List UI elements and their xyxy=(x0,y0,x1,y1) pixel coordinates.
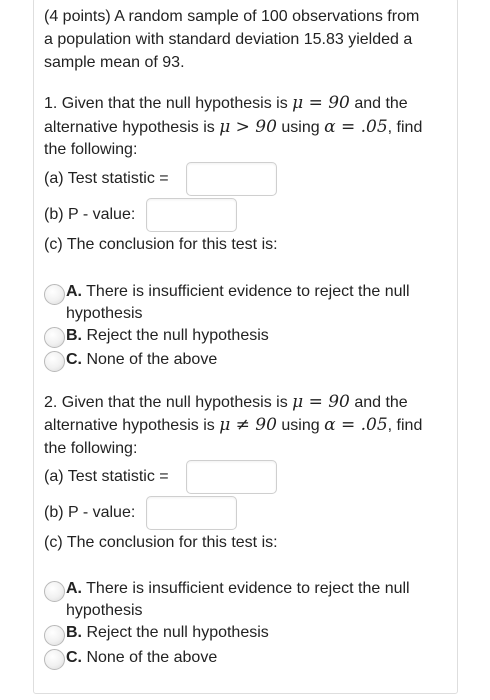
q2-p-value-label: (b) P - value: xyxy=(44,504,136,521)
problem-intro-line-1: (4 points) A random sample of 100 observations from xyxy=(44,8,420,25)
q1-option-a-label[interactable]: A. There is insufficient evidence to reject the null xyxy=(66,283,410,300)
q2-prompt-line-2: alternative hypothesis is μ ≠ 90 using α = .05, find xyxy=(44,415,423,435)
q2-option-c-radio[interactable] xyxy=(44,649,65,670)
q2-p-value-input[interactable] xyxy=(146,496,237,530)
q1-p-value-input[interactable] xyxy=(146,198,237,232)
q1-option-a-radio[interactable] xyxy=(44,284,65,305)
q1-conclusion-label: (c) The conclusion for this test is: xyxy=(44,236,278,253)
q1-option-b-radio[interactable] xyxy=(44,327,65,348)
q1-prompt-line-1: 1. Given that the null hypothesis is μ = 90 and the xyxy=(44,93,408,113)
q2-option-a-radio[interactable] xyxy=(44,581,65,602)
q2-option-a-label-cont[interactable]: hypothesis xyxy=(66,602,143,619)
q1-p-value-label: (b) P - value: xyxy=(44,206,136,223)
q2-prompt-line-1: 2. Given that the null hypothesis is μ = 90 and the xyxy=(44,392,408,412)
problem-intro-line-2: a population with standard deviation 15.83 yielded a xyxy=(44,31,413,48)
q2-option-c-label[interactable]: C. None of the above xyxy=(66,649,218,666)
q1-prompt-line-3: the following: xyxy=(44,141,138,158)
q1-prompt-line-2: alternative hypothesis is μ > 90 using α = .05, find xyxy=(44,117,423,137)
q2-prompt-line-3: the following: xyxy=(44,440,138,457)
q1-test-statistic-input[interactable] xyxy=(186,162,277,196)
problem-intro-line-3: sample mean of 93. xyxy=(44,54,185,71)
q2-test-statistic-input[interactable] xyxy=(186,460,277,494)
q1-option-c-label[interactable]: C. None of the above xyxy=(66,351,218,368)
q2-test-statistic-label: (a) Test statistic = xyxy=(44,468,169,485)
q2-option-a-label[interactable]: A. There is insufficient evidence to reject the null xyxy=(66,580,410,597)
q1-option-b-label[interactable]: B. Reject the null hypothesis xyxy=(66,327,269,344)
q1-option-a-label-cont[interactable]: hypothesis xyxy=(66,305,143,322)
q1-test-statistic-label: (a) Test statistic = xyxy=(44,170,169,187)
q1-option-c-radio[interactable] xyxy=(44,351,65,372)
q2-option-b-label[interactable]: B. Reject the null hypothesis xyxy=(66,624,269,641)
q2-option-b-radio[interactable] xyxy=(44,625,65,646)
q2-conclusion-label: (c) The conclusion for this test is: xyxy=(44,534,278,551)
